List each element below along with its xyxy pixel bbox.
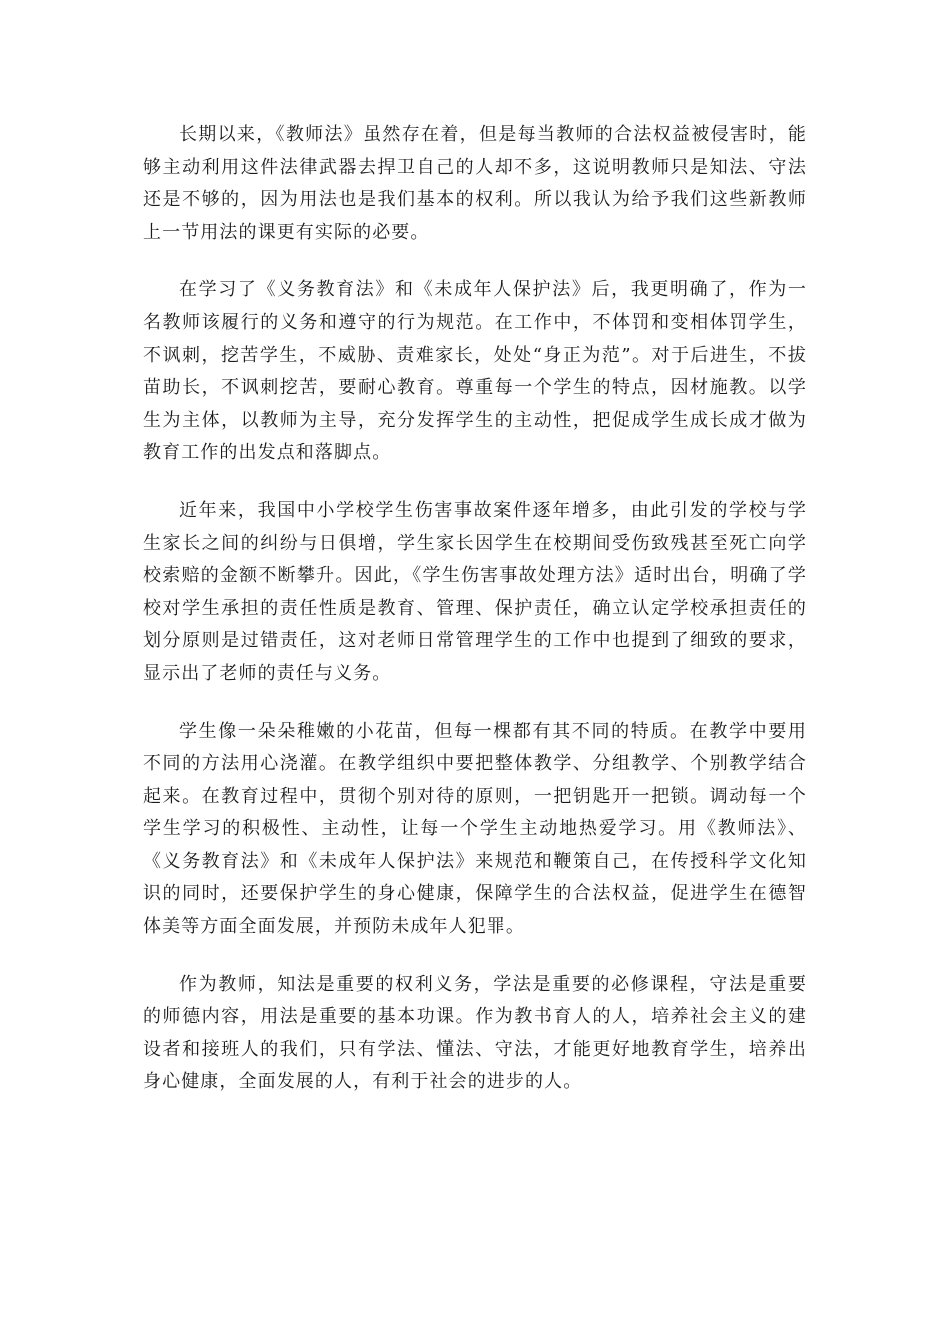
paragraph-4: 学生像一朵朵稚嫩的小花苗，但每一棵都有其不同的特质。在教学中要用不同的方法用心浇灌。在教学组织中要把整体教学、分组教学、个别教学结合起来。在教育过程中，贯彻个别对待的原则，一把钥匙开一把锁。调动每一个学生学习的积极性、主动性，让每一个学生主动地热爱学习。用《教师法》、《义务教育法》和《未成年人保护法》来规范和鞭策自己，在传授科学文化知识的同时，还要保护学生的身心健康，保障学生的合法权益，促进学生在德智体美等方面全面发展，并预防未成年人犯罪。: [143, 720, 807, 938]
document-body: [143, 119, 807, 1124]
paragraph-5: 作为教师，知法是重要的权利义务，学法是重要的必修课程，守法是重要的师德内容，用法是重要的基本功课。作为教书育人的人，培养社会主义的建设者和接班人的我们，只有学法、懂法、守法，才能更好地教育学生，培养出身心健康，全面发展的人，有利于社会的进步的人。: [143, 973, 807, 1093]
paragraph-2: 在学习了《义务教育法》和《未成年人保护法》后，我更明确了，作为一名教师该履行的义务和遵守的行为规范。在工作中，不体罚和变相体罚学生，不讽刺，挖苦学生，不威胁、责难家长，处处“身正为范”。对于后进生，不拔苗助长，不讽刺挖苦，要耐心教育。尊重每一个学生的特点，因材施教。以学生为主体，以教师为主导，充分发挥学生的主动性，把促成学生成长成才做为教育工作的出发点和落脚点。: [143, 279, 807, 464]
paragraph-1: 长期以来，《教师法》虽然存在着，但是每当教师的合法权益被侵害时，能够主动利用这件法律武器去捍卫自己的人却不多，这说明教师只是知法、守法还是不够的，因为用法也是我们基本的权利。所以我认为给予我们这些新教师上一节用法的课更有实际的必要。: [143, 124, 807, 243]
paragraph-3: 近年来，我国中小学校学生伤害事故案件逐年增多，由此引发的学校与学生家长之间的纠纷与日俱增，学生家长因学生在校期间受伤致残甚至死亡向学校索赔的金额不断攀升。因此，《学生伤害事故处理方法》适时出台，明确了学校对学生承担的责任性质是教育、管理、保护责任，确立认定学校承担责任的划分原则是过错责任，这对老师日常管理学生的工作中也提到了细致的要求，显示出了老师的责任与义务。: [143, 499, 807, 684]
